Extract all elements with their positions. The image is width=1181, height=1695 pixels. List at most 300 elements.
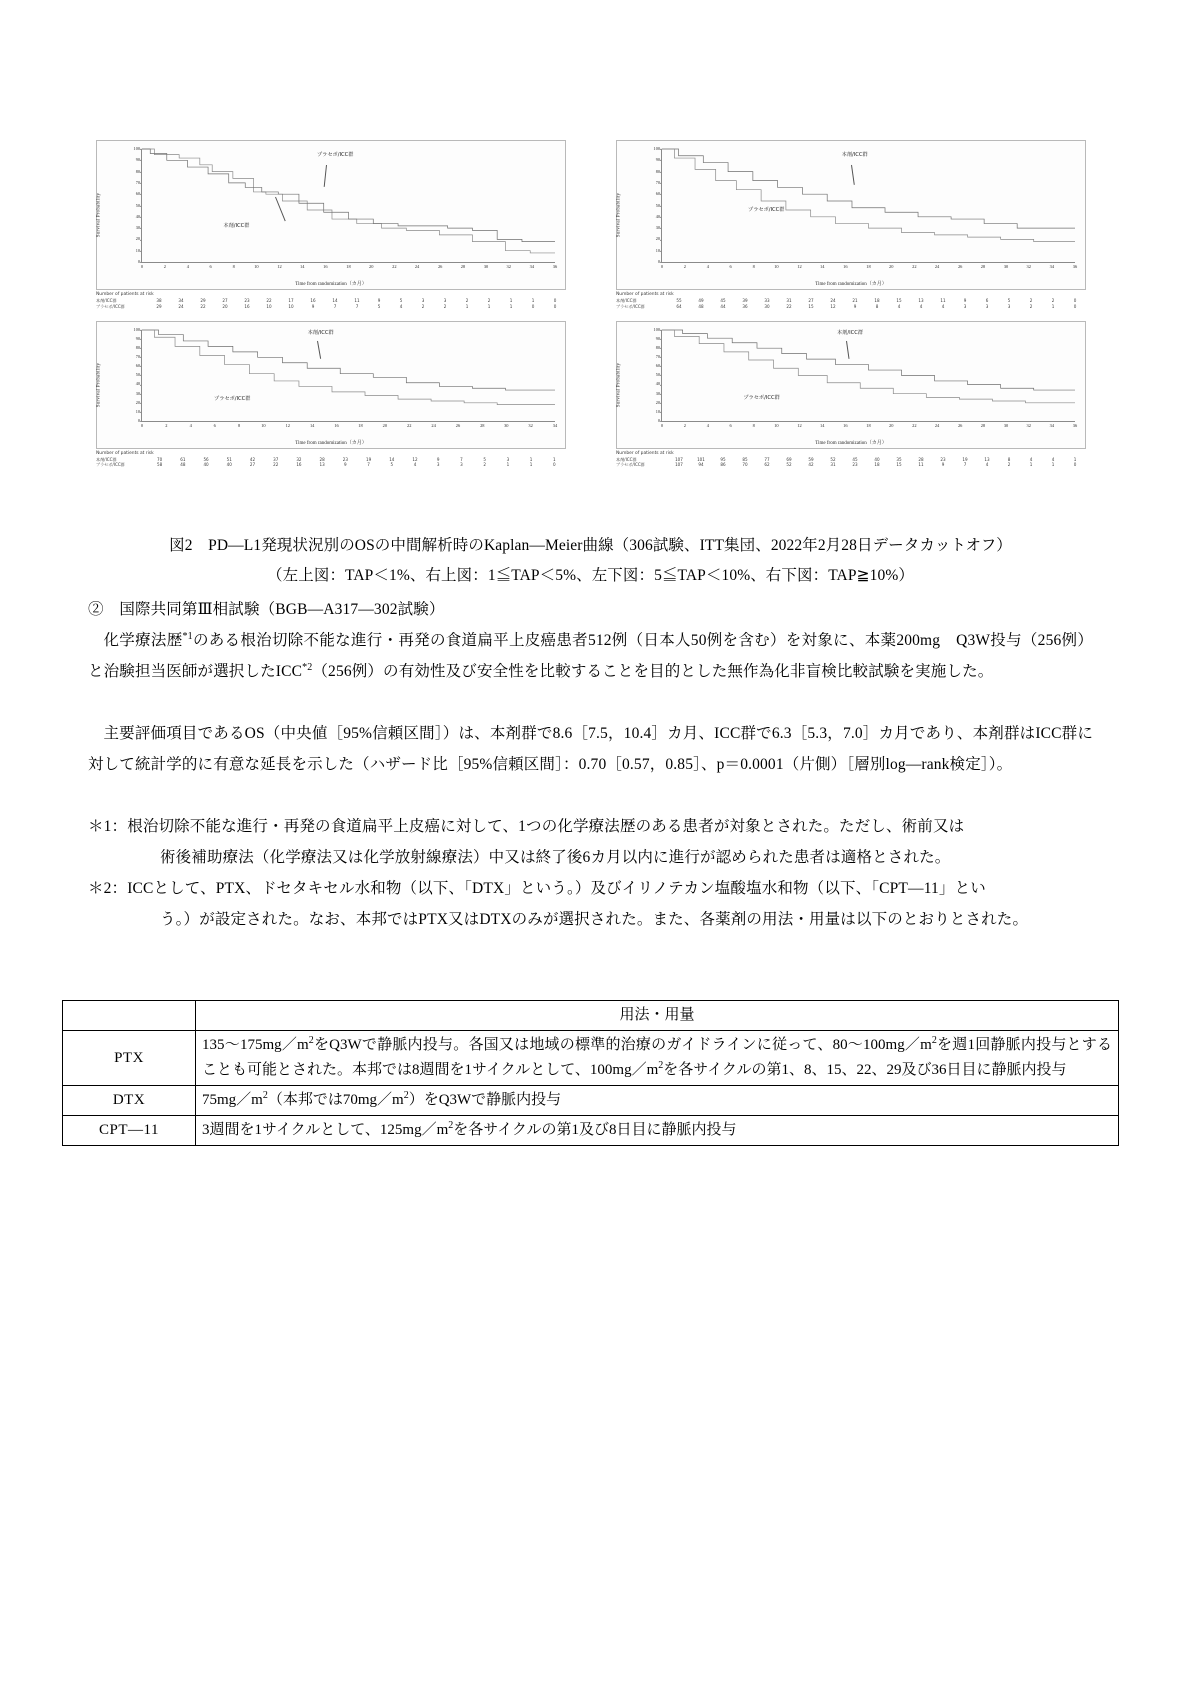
x-tick: 28	[480, 422, 485, 428]
risk-value: 1	[531, 298, 535, 304]
y-tick: 30	[135, 224, 140, 230]
risk-value: 2	[1007, 462, 1011, 468]
dosage-part: を週1回静脈内投与とすることも可能とされた。本邦では8週間を1サイクルとして、100mg／m	[202, 1037, 1112, 1078]
risk-row-label: プラセボ/ICC群	[96, 303, 125, 309]
risk-value: 1	[509, 303, 513, 309]
risk-value: 28	[918, 457, 924, 463]
risk-value: 5	[390, 462, 394, 468]
x-tick: 34	[529, 264, 535, 269]
y-tick: 70	[655, 179, 660, 185]
risk-value: 0	[553, 298, 557, 304]
x-tick: 14	[820, 422, 825, 428]
figure-caption-sub: （左上図：TAP＜1%、右上図：1≦TAP＜5%、左下図：5≦TAP＜10%、右下図：TAP≧10%）	[267, 567, 914, 584]
x-tick: 4	[186, 264, 189, 269]
x-tick: 12	[797, 422, 802, 428]
paragraph-part: のある根治切除不能な進行・再発の食道扁平上皮癌患者512例（日本人50例を含む）を対象に、本薬200mg Q3W投与（256例）と治験担当医師が選択したICC	[88, 632, 1093, 680]
risk-value: 3	[460, 462, 463, 468]
footnote-1	[88, 811, 1133, 842]
chart-cell-top-left	[96, 140, 566, 309]
superscript-2: 2	[308, 1035, 314, 1046]
risk-value: 2	[1029, 298, 1033, 304]
y-axis-label: Survival Probability	[616, 362, 622, 408]
risk-value: 85	[742, 457, 748, 463]
risk-value: 8	[875, 303, 879, 309]
risk-value: 32	[296, 457, 302, 463]
y-tick: 90	[135, 157, 140, 163]
risk-value: 19	[962, 457, 968, 463]
table-header-row	[63, 1001, 1119, 1031]
risk-value: 3	[436, 462, 440, 468]
risk-value: 56	[203, 457, 209, 463]
series-annotation-placebo: プラセボ/ICC群	[316, 152, 354, 159]
figure-2-block	[96, 140, 1086, 468]
km-curve-drug	[662, 149, 1075, 228]
risk-value: 0	[1073, 303, 1077, 309]
km-curve-placebo	[142, 149, 555, 253]
risk-value: 1	[487, 303, 491, 309]
risk-value: 4	[897, 303, 901, 309]
y-tick: 10	[655, 247, 660, 253]
y-tick: 50	[135, 202, 140, 208]
x-tick: 12	[277, 264, 282, 269]
risk-value: 31	[786, 298, 792, 304]
risk-value: 77	[764, 457, 770, 463]
risk-value: 42	[808, 462, 814, 468]
x-tick: 12	[285, 422, 290, 428]
footnote-1-label: ＊1：	[88, 818, 128, 835]
y-tick: 30	[655, 224, 660, 230]
risk-value: 7	[963, 462, 967, 468]
risk-value: 59	[808, 457, 814, 463]
chart-cell-top-right	[616, 140, 1086, 309]
risk-value: 48	[698, 303, 704, 309]
y-tick: 100	[653, 145, 660, 151]
km-curves	[142, 330, 555, 421]
risk-value: 51	[226, 457, 232, 463]
y-tick: 60	[655, 191, 660, 197]
x-tick: 36	[1072, 422, 1078, 428]
paragraph-study-design	[88, 625, 1093, 687]
table-row	[63, 1116, 1119, 1146]
risk-value: 0	[1073, 298, 1077, 304]
drug-name-dtx: DTX	[63, 1086, 196, 1116]
y-tick: 70	[655, 353, 660, 359]
km-chart-top-left	[96, 140, 566, 290]
risk-value: 2	[487, 298, 491, 304]
risk-value: 23	[852, 462, 858, 468]
x-tick: 14	[309, 422, 315, 428]
y-tick: 20	[135, 399, 140, 405]
x-tick: 0	[660, 264, 664, 269]
y-tick: 20	[655, 399, 660, 405]
dosage-part: ）をQ3Wで静脈内投与	[408, 1092, 562, 1108]
section-heading-number: ②	[88, 601, 104, 618]
x-tick: 26	[437, 264, 443, 269]
footnote-2-label: ＊2：	[88, 880, 128, 897]
risk-value: 9	[436, 457, 440, 463]
y-tick: 0	[657, 258, 660, 264]
plot-area	[133, 145, 558, 269]
dosage-part: 135～175mg／m	[202, 1037, 309, 1053]
risk-value: 45	[852, 457, 858, 463]
risk-value: 42	[249, 457, 256, 463]
risk-value: 2	[465, 298, 469, 304]
series-annotation-placebo: プラセボ/ICC群	[214, 395, 251, 402]
risk-value: 38	[156, 298, 162, 304]
x-axis-title: Time from randomization（カ月）	[815, 440, 887, 446]
risk-row	[96, 462, 566, 467]
risk-row	[616, 462, 1086, 467]
x-tick: 18	[358, 422, 363, 428]
x-tick: 28	[980, 264, 986, 269]
risk-value: 5	[1007, 298, 1011, 304]
y-tick: 90	[655, 157, 660, 163]
y-tick: 50	[655, 372, 660, 378]
x-tick: 8	[752, 422, 755, 428]
x-tick: 34	[1049, 422, 1055, 428]
risk-table	[616, 457, 1086, 467]
x-tick: 16	[843, 264, 848, 269]
x-tick: 10	[774, 422, 779, 428]
risk-value: 2	[421, 303, 425, 309]
risk-value: 10	[288, 303, 294, 309]
risk-value: 61	[180, 457, 186, 463]
risk-value: 1	[529, 457, 533, 463]
dosage-part: をQ3Wで静脈内投与。各国又は地域の標準的治療のガイドラインに従って、80～100mg／m	[313, 1037, 932, 1053]
x-axis-title: Time from randomization（カ月）	[295, 282, 367, 287]
km-curve-drug	[662, 330, 1075, 390]
x-tick: 26	[455, 422, 461, 428]
risk-table	[96, 457, 566, 467]
superscript-2: 2	[931, 1035, 937, 1046]
dosage-regimen-table	[62, 1000, 1119, 1146]
risk-value: 15	[896, 462, 902, 468]
series-annotation-drug: 本剤/ICC群	[836, 330, 864, 337]
risk-value: 1	[1051, 462, 1055, 468]
risk-table-title: Number of patients at risk	[616, 450, 674, 456]
y-tick: 70	[135, 353, 140, 359]
risk-value: 7	[355, 303, 359, 309]
superscript-2: 2	[403, 1090, 409, 1101]
section-heading-text: 国際共同第Ⅲ相試験（BGB―A317―302試験）	[119, 601, 445, 618]
drug-name-ptx: PTX	[63, 1031, 196, 1086]
table-row	[63, 1031, 1119, 1086]
x-tick: 34	[1049, 264, 1055, 269]
y-tick: 60	[135, 191, 140, 197]
series-annotation-drug: 本剤/ICC群	[841, 152, 868, 159]
y-tick: 70	[135, 179, 140, 185]
x-tick: 0	[660, 422, 664, 428]
risk-value: 11	[918, 462, 924, 468]
risk-value: 1	[1029, 462, 1033, 468]
risk-value: 70	[742, 462, 748, 468]
x-tick: 28	[980, 422, 986, 428]
km-curve-drug	[142, 330, 555, 390]
y-tick: 20	[135, 236, 140, 242]
risk-value: 101	[697, 457, 705, 463]
risk-value: 45	[720, 298, 726, 304]
risk-value: 21	[852, 298, 858, 304]
x-tick: 2	[683, 264, 687, 269]
risk-value: 49	[698, 298, 704, 304]
dosage-text-cpt11	[196, 1116, 1119, 1146]
risk-value: 23	[342, 457, 348, 463]
risk-value: 37	[273, 457, 279, 463]
y-tick: 60	[655, 363, 660, 369]
dosage-text-ptx	[196, 1031, 1119, 1086]
y-tick: 80	[135, 344, 140, 350]
x-tick: 12	[797, 264, 802, 269]
x-tick: 20	[889, 422, 894, 428]
y-tick: 50	[655, 202, 660, 208]
risk-value: 11	[354, 298, 360, 304]
x-tick: 4	[706, 422, 709, 428]
x-tick: 32	[506, 264, 511, 269]
risk-table-title: Number of patients at risk	[616, 292, 674, 297]
x-tick: 0	[140, 422, 144, 428]
risk-value: 19	[365, 457, 372, 463]
risk-value: 7	[333, 303, 337, 309]
risk-value: 23	[244, 298, 250, 304]
risk-value: 22	[273, 462, 279, 468]
paragraph-part: 化学療法歴	[103, 632, 183, 649]
risk-value: 4	[413, 462, 417, 468]
y-tick: 80	[135, 168, 140, 174]
risk-row	[96, 304, 566, 309]
x-tick: 14	[300, 264, 305, 269]
risk-value: 1	[506, 462, 510, 468]
risk-value: 9	[311, 303, 315, 309]
risk-value: 16	[296, 462, 302, 468]
series-annotation-drug: 本剤/ICC群	[223, 223, 250, 230]
x-tick: 36	[552, 264, 558, 269]
risk-value: 4	[399, 303, 403, 309]
risk-value: 62	[764, 462, 770, 468]
risk-value: 11	[940, 298, 946, 304]
risk-value: 9	[377, 298, 381, 304]
x-tick: 22	[407, 422, 412, 428]
plot-area	[133, 326, 558, 428]
risk-value: 13	[918, 298, 924, 304]
risk-value: 27	[808, 298, 814, 304]
x-tick: 2	[683, 422, 687, 428]
risk-value: 1	[553, 457, 556, 463]
x-tick: 28	[460, 264, 466, 269]
risk-value: 3	[421, 298, 425, 304]
y-tick: 100	[653, 326, 660, 332]
risk-value: 69	[786, 457, 792, 463]
risk-value: 0	[553, 303, 557, 309]
footnote-ref-1: *1	[182, 630, 193, 642]
x-tick: 30	[504, 422, 509, 428]
risk-value: 31	[830, 462, 836, 468]
x-tick: 16	[843, 422, 848, 428]
risk-value: 5	[377, 303, 381, 309]
chart-cell-bottom-left	[96, 321, 566, 468]
y-tick: 100	[133, 326, 140, 332]
risk-value: 1	[529, 462, 533, 468]
y-tick: 60	[135, 363, 140, 369]
risk-value: 5	[399, 298, 403, 304]
superscript-2: 2	[658, 1060, 664, 1071]
risk-value: 86	[720, 462, 726, 468]
risk-value: 30	[764, 303, 770, 309]
x-tick: 2	[163, 264, 167, 269]
risk-value: 18	[874, 462, 880, 468]
km-curves	[662, 149, 1075, 262]
series-annotation-placebo: プラセボ/ICC群	[743, 394, 780, 401]
x-tick: 8	[232, 264, 235, 269]
risk-value: 29	[200, 298, 206, 304]
y-axis-label: Survival Probability	[96, 192, 102, 238]
risk-row-label: 本剤/ICC群	[616, 457, 637, 463]
risk-value: 16	[244, 303, 250, 309]
risk-table-top-right	[616, 292, 1086, 309]
risk-value: 9	[344, 462, 347, 468]
risk-value: 0	[531, 303, 535, 309]
x-tick: 2	[165, 422, 168, 428]
risk-value: 12	[830, 303, 836, 309]
x-tick: 0	[140, 264, 144, 269]
y-tick: 40	[135, 213, 140, 219]
superscript-2: 2	[262, 1090, 268, 1101]
x-tick: 8	[237, 422, 241, 428]
x-tick: 32	[1026, 422, 1031, 428]
risk-value: 95	[720, 457, 726, 463]
risk-value: 14	[332, 298, 338, 304]
dosage-text-dtx	[196, 1086, 1119, 1116]
risk-value: 36	[742, 303, 748, 309]
risk-value: 13	[984, 457, 990, 463]
x-tick: 22	[912, 264, 917, 269]
risk-value: 20	[222, 303, 228, 309]
y-tick: 10	[135, 247, 140, 253]
risk-row-label: プラセボ/ICC群	[616, 462, 645, 468]
y-tick: 80	[655, 344, 660, 350]
risk-value: 58	[157, 462, 163, 468]
dosage-part: （本邦では70mg／m	[267, 1092, 404, 1108]
y-tick: 90	[655, 335, 660, 341]
km-curve-drug	[142, 149, 555, 242]
risk-value: 18	[874, 298, 880, 304]
risk-value: 52	[830, 457, 836, 463]
x-tick: 30	[1003, 422, 1009, 428]
risk-value: 13	[319, 462, 325, 468]
risk-value: 107	[675, 457, 683, 463]
risk-value: 1	[1051, 303, 1055, 309]
x-tick: 24	[934, 422, 940, 428]
x-tick: 30	[483, 264, 489, 269]
footnote-ref-2: *2	[302, 661, 313, 673]
y-tick: 30	[655, 390, 660, 396]
risk-value: 4	[919, 303, 923, 309]
risk-row-label: 本剤/ICC群	[96, 298, 117, 304]
risk-value: 10	[266, 303, 272, 309]
risk-value: 94	[698, 462, 704, 468]
risk-row-label: プラセボ/ICC群	[96, 462, 125, 468]
risk-value: 3	[985, 303, 989, 309]
x-tick: 18	[866, 264, 871, 269]
risk-value: 24	[830, 298, 836, 304]
plot-area	[653, 326, 1078, 428]
x-tick: 20	[382, 422, 388, 428]
risk-value: 16	[310, 298, 316, 304]
y-tick: 0	[137, 258, 140, 264]
risk-value: 23	[940, 457, 946, 463]
risk-table-bottom-left	[96, 451, 566, 468]
risk-table-title: Number of patients at risk	[96, 292, 154, 297]
risk-table	[616, 298, 1086, 308]
x-tick: 24	[934, 264, 940, 269]
risk-value: 6	[985, 298, 989, 304]
header-cell-dosage: 用法・用量	[196, 1001, 1119, 1031]
risk-value: 1	[1073, 457, 1077, 463]
risk-value: 1	[465, 303, 469, 309]
y-tick: 10	[135, 408, 140, 414]
y-tick: 40	[655, 381, 660, 387]
y-tick: 40	[655, 213, 660, 219]
chart-row-top	[96, 140, 1086, 309]
risk-row-label: 本剤/ICC群	[96, 457, 117, 463]
risk-value: 2	[443, 303, 447, 309]
x-tick: 10	[261, 422, 266, 428]
risk-value: 7	[460, 457, 463, 463]
drug-name-cpt11: CPT―11	[63, 1116, 196, 1146]
footnote-2-line1: ICCとして、PTX、ドセタキセル水和物（以下、「DTX」という。）及びイリノテカン塩酸塩水和物（以下、「CPT―11」とい	[127, 880, 986, 897]
risk-value: 22	[786, 303, 792, 309]
header-cell-drug	[63, 1001, 196, 1031]
x-tick: 32	[528, 422, 533, 428]
y-tick: 90	[135, 335, 140, 341]
risk-value: 64	[676, 303, 682, 309]
risk-value: 2	[1029, 303, 1033, 309]
risk-value: 40	[203, 462, 209, 468]
x-tick: 26	[957, 422, 963, 428]
km-chart-bottom-left	[96, 321, 566, 449]
footnote-2	[88, 873, 1133, 904]
risk-value: 27	[249, 462, 256, 468]
risk-value: 35	[896, 457, 902, 463]
risk-value: 17	[288, 298, 294, 304]
risk-value: 107	[675, 462, 683, 468]
risk-value: 3	[443, 298, 447, 304]
table-row	[63, 1086, 1119, 1116]
risk-value: 15	[808, 303, 814, 309]
x-tick: 30	[1003, 264, 1009, 269]
x-axis-title: Time from randomization（カ月）	[295, 440, 367, 446]
x-tick: 8	[752, 264, 755, 269]
risk-table-bottom-right	[616, 451, 1086, 468]
x-axis-title: Time from randomization（カ月）	[815, 282, 887, 287]
risk-value: 40	[874, 457, 880, 463]
risk-value: 2	[483, 462, 486, 468]
risk-value: 0	[553, 462, 556, 468]
risk-value: 28	[319, 457, 325, 463]
risk-value: 27	[222, 298, 228, 304]
risk-value: 40	[226, 462, 232, 468]
risk-value: 0	[1073, 462, 1077, 468]
risk-value: 55	[676, 298, 682, 304]
chart-cell-bottom-right	[616, 321, 1086, 468]
y-tick: 0	[137, 417, 140, 423]
risk-row	[616, 304, 1086, 309]
series-annotation-drug: 本剤/ICC群	[307, 330, 334, 337]
dosage-part: 3週間を1サイクルとして、125mg／m	[202, 1122, 449, 1138]
risk-value: 7	[367, 462, 370, 468]
x-tick: 6	[729, 422, 732, 428]
y-tick: 50	[135, 372, 140, 378]
x-tick: 24	[431, 422, 436, 428]
